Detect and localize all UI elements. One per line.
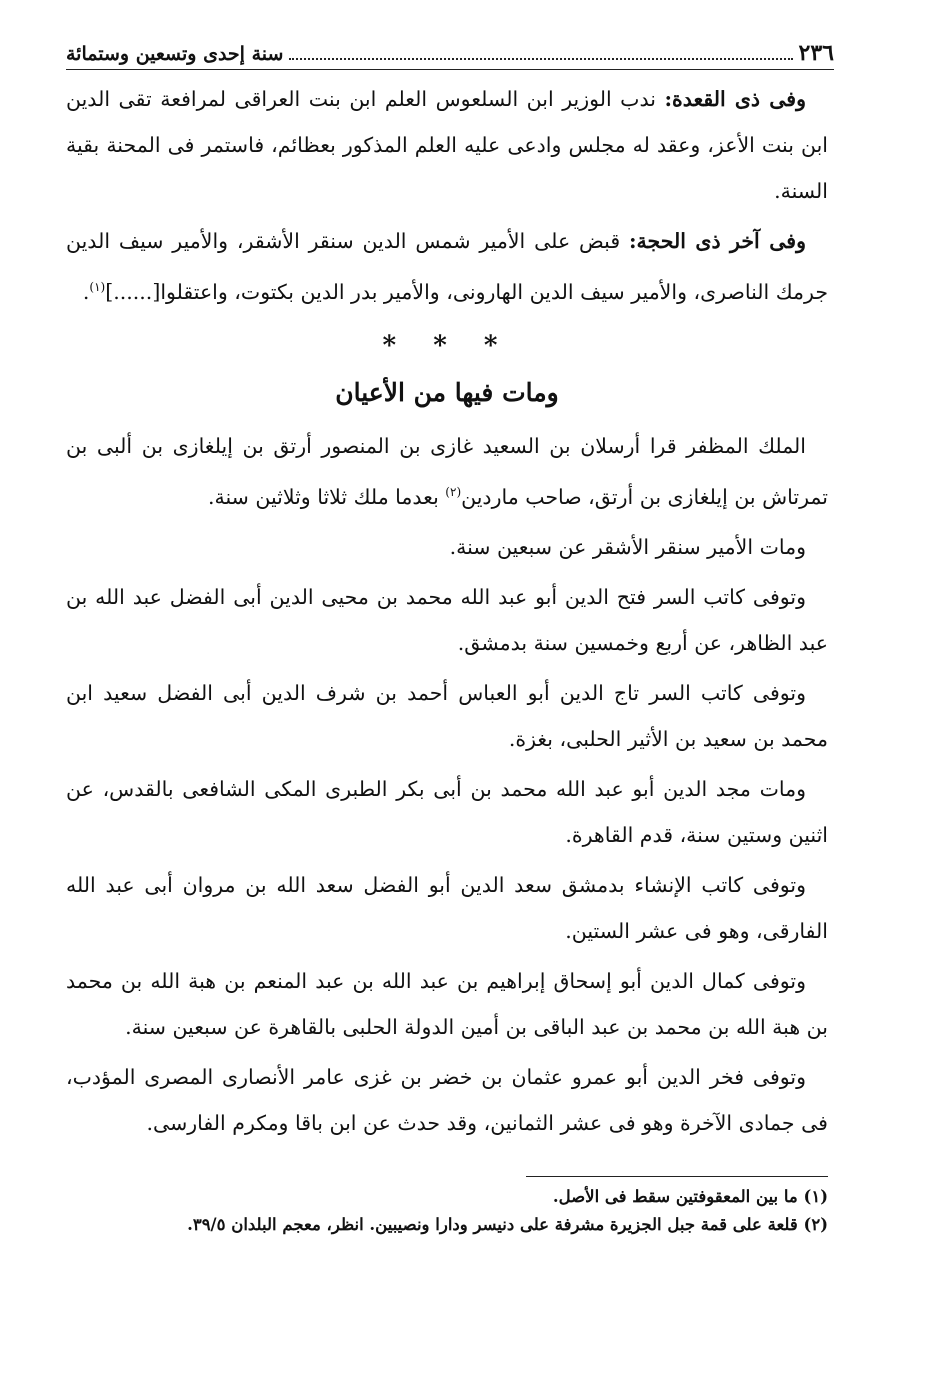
event-lead: وفى آخر ذى الحجة: — [628, 229, 806, 253]
events-section — [66, 76, 828, 315]
footnote-ref: (٢) — [445, 484, 462, 499]
event-paragraph — [66, 76, 828, 214]
obituary-paragraph: وتوفى فخر الدين أبو عمرو عثمان بن خضر بن غزى عامر الأنصارى المصرى المؤدب، فى جمادى الآخرة وهو فى عشر الثمانين، وقد حدث عن ابن باقا ومكرم الفارسى. — [66, 1064, 828, 1135]
obituary-paragraph: وتوفى كاتب السر فتح الدين أبو عبد الله محمد بن محيى الدين أبى الفضل عبد الله بن عبد الظاهر، عن أربع وخمسين سنة بدمشق. — [66, 584, 828, 655]
footnote-rule — [526, 1176, 828, 1177]
event-lead: وفى ذى القعدة: — [664, 87, 806, 111]
event-end: . — [82, 279, 90, 304]
obituary-paragraph: ومات مجد الدين أبو عبد الله محمد بن أبى بكر الطبرى المكى الشافعى بالقدس، عن اثنين وستين سنة، قدم القاهرة. — [66, 776, 828, 847]
obituary-end: بعدما ملك ثلاثا وثلاثين سنة. — [207, 484, 446, 509]
footnote: (١) ما بين المعقوفتين سقط فى الأصل. — [552, 1186, 828, 1206]
header-leader-dots — [289, 58, 792, 60]
obituary-text: الملك المظفر قرا أرسلان بن السعيد غازى بن المنصور أرتق بن إيلغازى بن ألبى بن تمرتاش بن إيلغازى بن أرتق، صاحب ماردين — [66, 433, 828, 509]
running-header — [66, 40, 834, 70]
event-paragraph — [66, 218, 828, 315]
page-number: ٢٣٦ — [798, 40, 834, 66]
running-title: سنة إحدى وتسعين وستمائة — [66, 43, 284, 65]
obituary-paragraph: ومات الأمير سنقر الأشقر عن سبعين سنة. — [449, 534, 806, 559]
obituary-paragraph: وتوفى كمال الدين أبو إسحاق إبراهيم بن عبد الله بن عبد المنعم بن هبة الله بن محمد بن هبة الله بن محمد بن عبد الباقى بن أمين الدولة الحلبى بالقاهرة عن سبعين سنة. — [66, 968, 828, 1039]
deaths-section — [66, 423, 828, 1146]
footnote-ref: (١) — [89, 280, 106, 294]
footnote: (٢) قلعة على قمة جبل الجزيرة مشرفة على دنيسر ودارا ونصيبين. انظر، معجم البلدان ٣٩/٥. — [187, 1214, 828, 1234]
event-text: ندب الوزير ابن السلعوس العلم ابن بنت العراقى لمرافعة تقى الدين ابن بنت الأعز، وعقد له مجلس وادعى عليه العلم المذكور بعظائم، فاستمر فى المحنة بقية السنة. — [66, 87, 828, 203]
obituary-paragraph — [66, 423, 828, 520]
section-separator-stars: * * * — [382, 330, 512, 361]
obituary-paragraph: وتوفى كاتب الإنشاء بدمشق سعد الدين أبو الفضل سعد الله بن مروان أبى عبد الله الفارقى، وهو فى عشر الستين. — [66, 872, 828, 943]
section-title: ومات فيها من الأعيان — [335, 377, 559, 407]
footnotes — [66, 1183, 828, 1239]
obituary-paragraph: وتوفى كاتب السر تاج الدين أبو العباس أحمد بن شرف الدين أبى الفضل سعيد ابن محمد بن سعيد بن الأثير الحلبى، بغزة. — [66, 680, 828, 751]
event-text: قبض على الأمير شمس الدين سنقر الأشقر، والأمير سيف الدين جرمك الناصرى، والأمير سيف الدين الهارونى، والأمير بدر الدين بكتوت، واعتقلوا[......] — [66, 229, 828, 304]
